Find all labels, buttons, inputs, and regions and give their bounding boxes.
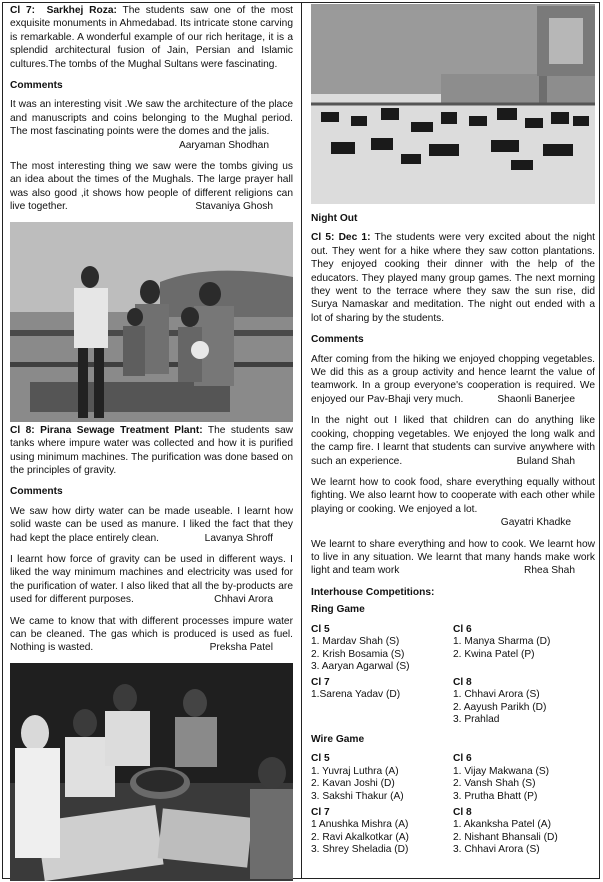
right-column	[311, 4, 595, 857]
comment-text: We came to know that with different processes impure water can be cleaned. The gas which is produced is used as fuel. Nothing is wasted.	[10, 615, 293, 654]
comment-paragraph	[311, 353, 595, 407]
cl5-text: The students were very excited about the night out. They went for a hike where they saw cotton plantations. They enjoyed cooking their dinner with the help of the educators. They played many group games. The next morning they went to the terrace where they saw the sun rise, did Surya Namaskar and meditation. The night out ended with a lot of sharing by the students.	[311, 232, 596, 324]
winner-item: 3. Aaryan Agarwal (S)	[311, 661, 410, 673]
class-heading: Cl 6	[453, 753, 472, 765]
class-heading: Cl 7	[311, 806, 330, 818]
comments-heading: Comments	[10, 80, 63, 92]
cl8-title: Cl 8: Pirana Sewage Treatment Plant:	[10, 424, 203, 436]
comment-text: The most interesting thing we saw were the tombs giving us an idea about the times of the Mughals. The large prayer hall was also good ,it shows how people of different religions can live together.	[10, 161, 293, 213]
comment-paragraph	[10, 160, 293, 214]
cl8-text: The students saw tanks where impure water was collected and how it is purified using minimum machines. The purification was done based on the principles of gravity.	[10, 424, 293, 476]
winner-item: 3. Prutha Bhatt (P)	[453, 790, 538, 802]
winner-item: 1.Sarena Yadav (D)	[311, 689, 401, 701]
winner-item: 3. Shrey Sheladia (D)	[311, 844, 409, 856]
winner-item: 1 Anushka Mishra (A)	[311, 818, 409, 830]
winner-item: 2. Ravi Akalkotkar (A)	[311, 831, 409, 843]
comment-author: Stavaniya Ghosh	[195, 201, 273, 213]
cl5-paragraph	[311, 231, 595, 325]
comment-author: Aaryaman Shodhan	[178, 139, 269, 151]
comment-paragraph	[10, 615, 293, 655]
winner-item: 1. Vijay Makwana (S)	[453, 765, 550, 777]
winner-item: 2. Kavan Joshi (D)	[311, 778, 395, 790]
comment-author: Gayatri Khadke	[500, 517, 571, 529]
comment-paragraph	[311, 414, 595, 468]
comment-author: Lavanya Shroff	[204, 532, 273, 544]
winner-item: 1. Mardav Shah (S)	[311, 635, 400, 647]
comment-text: We learnt how to cook food, share everything equally without fighting. We also learnt how to cooperate with each other while playing or cooking. We enjoyed a lot.	[311, 476, 595, 515]
class-heading: Cl 6	[453, 623, 472, 635]
comments-heading: Comments	[311, 334, 364, 346]
comment-paragraph	[311, 538, 595, 578]
class-heading: Cl 7	[311, 676, 330, 688]
wire-game-results	[311, 750, 595, 803]
comment-author: Rhea Shah	[524, 565, 575, 577]
winner-item: 1. Yuvraj Luthra (A)	[311, 765, 399, 777]
winner-item: 2. Vansh Shah (S)	[453, 778, 536, 790]
winner-item: 3. Sakshi Thakur (A)	[311, 790, 404, 802]
comment-author: Shaonli Banerjee	[497, 393, 575, 405]
class-heading: Cl 8	[453, 806, 472, 818]
cl5-title: Cl 5: Dec 1:	[311, 232, 371, 244]
winner-item: 2. Aayush Parikh (D)	[453, 701, 547, 713]
night-out-heading: Night Out	[311, 213, 358, 224]
comment-text: After coming from the hiking we enjoyed chopping vegetables. We did this as a group activity and hence learnt the value of teamwork. In a group everyone's cooperation is required. We enjoyed our Pav-Bhaji very much.	[311, 353, 595, 405]
winner-item: 1. Manya Sharma (D)	[453, 635, 551, 647]
wire-game-heading: Wire Game	[311, 733, 365, 745]
cl7-place: Sarkhej Roza:	[46, 5, 117, 16]
winner-item: 1. Chhavi Arora (S)	[453, 689, 540, 701]
wire-game-results	[311, 804, 595, 857]
comment-text: In the night out I liked that children can do anything like cooking, chopping vegetables. We enjoyed the long walk and the camp fire. I learnt that students can survive anywhere with such an experience.	[311, 415, 595, 467]
winner-item: 3. Chhavi Arora (S)	[453, 844, 540, 856]
photo-sewage-plant	[10, 222, 293, 422]
cl8-paragraph	[10, 424, 293, 478]
winner-item: 2. Krish Bosamia (S)	[311, 648, 405, 660]
left-column	[10, 4, 293, 881]
comment-text: It was an interesting visit .We saw the architecture of the place and manuscripts and coins belonging to the Mughal period. The most fascinating points were the domes and the jalis.	[10, 99, 293, 138]
column-divider	[301, 2, 302, 879]
class-heading: Cl 8	[453, 676, 472, 688]
winner-item: 3. Prahlad	[453, 714, 500, 726]
comment-text: I learnt how force of gravity can be used in different ways. I liked the way minimum machines and electricity was used for the purification of water. I also liked that all the by-products are used for different purposes.	[10, 553, 293, 606]
comment-text: We saw how dirty water can be made useable. I learnt how solid waste can be used as manure. I liked the fact that they had kept the place entirely clean.	[10, 505, 293, 544]
photo-surya-namaskar	[311, 4, 595, 204]
comment-author: Preksha Patel	[209, 642, 273, 654]
comment-author: Buland Shah	[516, 455, 575, 467]
comment-author: Chhavi Arora	[214, 594, 273, 606]
comment-paragraph	[10, 505, 293, 545]
winner-item: 1. Akanksha Patel (A)	[453, 818, 551, 830]
ring-game-results	[311, 621, 595, 674]
comments-heading: Comments	[10, 486, 63, 498]
cl7-text: The students saw one of the most exquisite monuments in Ahmedabad. Its intricate stone carving is remarkable. A wonderful example of our rich heritage, it is a splendid architectural fusion of Jain, Persian and Islamic cultures.The tombs of the Mughal Sultans were fascinating.	[10, 5, 293, 70]
photo-cooking-night	[10, 663, 293, 881]
ring-game-results	[311, 674, 595, 727]
class-heading: Cl 5	[311, 753, 330, 765]
comment-text: We learnt to share everything and how to cook. We learnt how to live in any situation. We learnt that many hands make work light and team work	[311, 538, 595, 577]
comment-paragraph	[10, 553, 293, 607]
cl7-paragraph	[10, 4, 293, 71]
interhouse-heading: Interhouse Competitions:	[311, 586, 435, 598]
ring-game-heading: Ring Game	[311, 604, 365, 616]
cl7-title: Cl 7:	[10, 5, 36, 16]
winner-item: 2. Nishant Bhansali (D)	[453, 831, 558, 843]
winner-item: 2. Kwina Patel (P)	[453, 648, 535, 660]
class-heading: Cl 5	[311, 623, 330, 635]
